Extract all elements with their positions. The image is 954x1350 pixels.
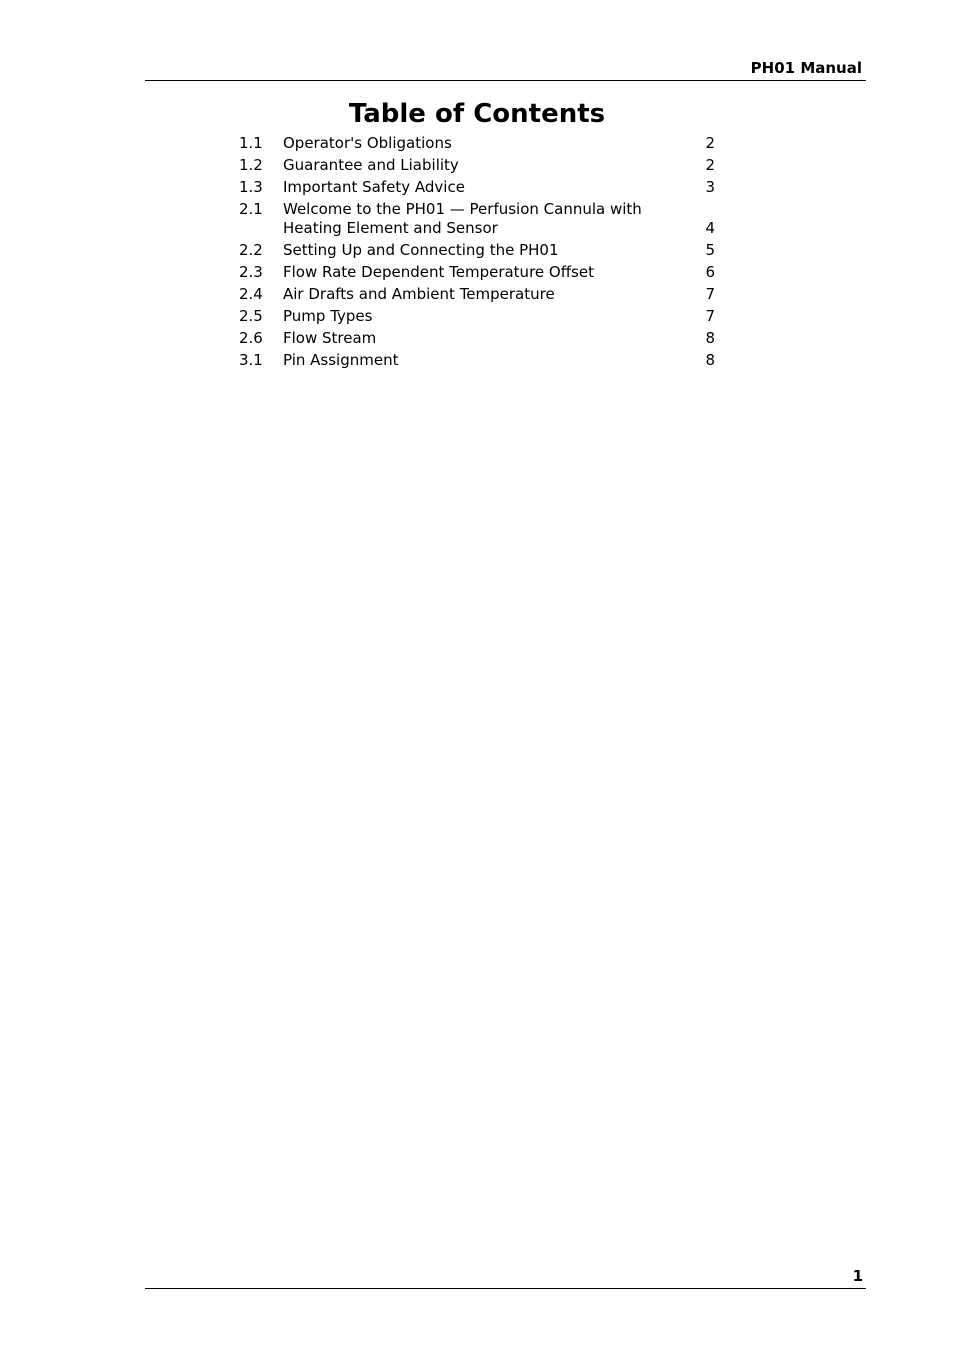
toc-entry-number: 2.2 [239, 241, 263, 259]
toc-entry[interactable] [239, 134, 715, 153]
toc-list [239, 134, 715, 373]
toc-entry-number: 2.6 [239, 329, 263, 347]
toc-entry[interactable] [239, 241, 715, 260]
toc-entry-page: 7 [705, 285, 715, 303]
footer-divider [145, 1288, 866, 1289]
toc-entry-page: 5 [705, 241, 715, 259]
toc-entry[interactable] [239, 178, 715, 197]
toc-entry-title: Air Drafts and Ambient Temperature [283, 285, 555, 303]
toc-entry-page: 3 [705, 178, 715, 196]
toc-entry-number: 2.3 [239, 263, 263, 281]
toc-entry-page: 8 [705, 329, 715, 347]
toc-entry-title: Pump Types [283, 307, 373, 325]
toc-entry-title: Welcome to the PH01 — Perfusion Cannula with Heating Element and Sensor [283, 200, 642, 237]
toc-entry-number: 1.3 [239, 178, 263, 196]
page-number: 1 [852, 1267, 863, 1285]
toc-entry[interactable] [239, 263, 715, 282]
toc-entry-number: 2.1 [239, 200, 263, 218]
toc-entry-number: 1.2 [239, 156, 263, 174]
toc-entry-title: Setting Up and Connecting the PH01 [283, 241, 559, 259]
toc-entry-page: 4 [705, 219, 715, 237]
header-divider [145, 80, 866, 81]
toc-entry-number: 2.5 [239, 307, 263, 325]
toc-entry[interactable] [239, 156, 715, 175]
toc-entry[interactable] [239, 285, 715, 304]
toc-entry-page: 7 [705, 307, 715, 325]
toc-entry-page: 2 [705, 156, 715, 174]
running-header-title: PH01 Manual [750, 59, 862, 77]
toc-entry-number: 3.1 [239, 351, 263, 369]
toc-entry[interactable] [239, 329, 715, 348]
toc-entry[interactable] [239, 351, 715, 370]
toc-entry-page: 2 [705, 134, 715, 152]
toc-entry[interactable] [239, 200, 715, 238]
toc-entry-title: Operator's Obligations [283, 134, 452, 152]
toc-entry-page: 8 [705, 351, 715, 369]
toc-entry[interactable] [239, 307, 715, 326]
toc-entry-title: Pin Assignment [283, 351, 399, 369]
toc-entry-title: Flow Stream [283, 329, 377, 347]
toc-entry-title: Flow Rate Dependent Temperature Offset [283, 263, 594, 281]
toc-entry-title: Important Safety Advice [283, 178, 465, 196]
toc-entry-number: 2.4 [239, 285, 263, 303]
toc-entry-page: 6 [705, 263, 715, 281]
toc-entry-number: 1.1 [239, 134, 263, 152]
toc-heading: Table of Contents [348, 99, 606, 129]
toc-entry-title: Guarantee and Liability [283, 156, 459, 174]
